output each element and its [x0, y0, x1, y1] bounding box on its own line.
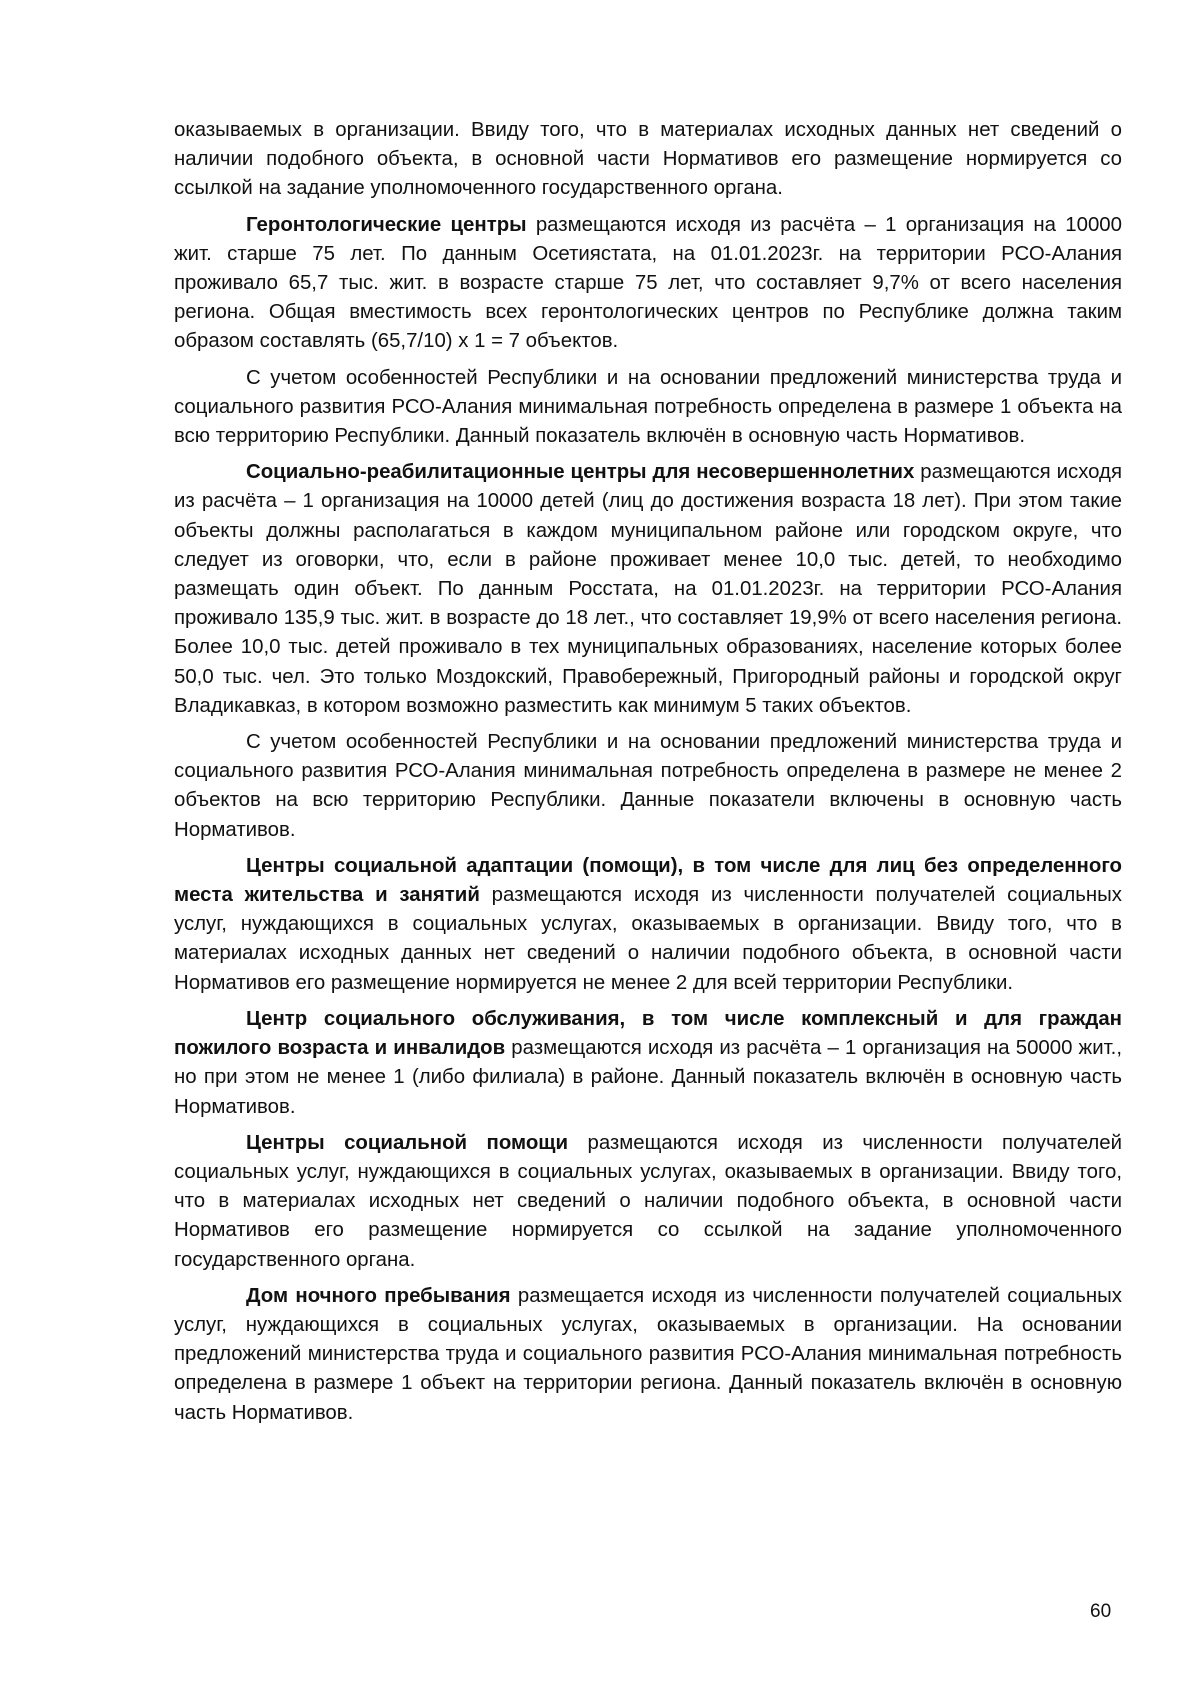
paragraph-8-bold: Центры социальной помощи [246, 1131, 569, 1154]
paragraph-5-text: С учетом особенностей Республики и на основании предложений министерства труда и социального развития РСО-Алания минимальная потребность определена в размере не менее 2 объектов на всю территорию Республики. Данные показатели включены в основную часть Нормативов. [174, 731, 1122, 841]
paragraph-social-assistance-centers [174, 1129, 1122, 1275]
paragraph-9-bold: Дом ночного пребывания [246, 1284, 511, 1307]
page-number: 60 [1090, 1601, 1112, 1622]
paragraph-7-text: размещаются исходя из расчёта – 1 организация на 50000 жит., но при этом не менее 1 (либо филиала) в районе. Данный показатель включён в основную часть Нормативов. [174, 1037, 1122, 1118]
paragraph-9-text: размещается исходя из численности получателей социальных услуг, нуждающихся в социальных услугах, оказываемых в организации. На основании предложений министерства труда и социального развития РСО-Алания минимальная потребность определена в размере 1 объект на территории региона. Данный показатель включён в основную часть Нормативов. [174, 1284, 1122, 1424]
paragraph-2-bold: Геронтологические центры [246, 213, 527, 236]
paragraph-social-adaptation-centers [174, 852, 1122, 998]
paragraph-7-bold: Центр социального обслуживания, в том числе комплексный и для граждан пожилого возраста и инвалидов [174, 1007, 1122, 1060]
paragraph-1-text: оказываемых в организации. Ввиду того, что в материалах исходных данных нет сведений о наличии подобного объекта, в основной части Нормативов его размещение нормируется со ссылкой на задание уполномоченного государственного органа. [174, 119, 1122, 200]
paragraph-4-bold: Социально-реабилитационные центры для несовершеннолетних [246, 461, 915, 484]
paragraph-3 [174, 364, 1122, 452]
paragraph-night-stay-house [174, 1282, 1122, 1428]
paragraph-gerontology-centers [174, 211, 1122, 357]
paragraph-8-text: размещаются исходя из численности получателей социальных услуг, нуждающихся в социальных услугах, оказываемых в организации. Ввиду того, что в материалах исходных нет сведений о наличии подобного объекта, в основной части Нормативов его размещение нормируется со ссылкой на задание уполномоченного государственного органа. [174, 1131, 1123, 1271]
paragraph-3-text: С учетом особенностей Республики и на основании предложений министерства труда и социального развития РСО-Алания минимальная потребность определена в размере 1 объекта на всю территорию Республики. Данный показатель включён в основную часть Нормативов. [174, 366, 1122, 448]
paragraph-6-text: размещаются исходя из численности получателей социальных услуг, нуждающихся в социальных услугах, оказываемых в организации. Ввиду того, что в материалах исходных данных нет сведений о наличии подобного объекта, в основной части Нормативов его размещение нормируется не менее 2 для всей территории Республики. [174, 884, 1122, 994]
paragraph-rehab-centers-minors [174, 458, 1122, 721]
paragraph-6-bold: Центры социальной адаптации (помощи), в том числе для лиц без определенного места жительства и занятий [174, 854, 1122, 907]
paragraph-2-text: размещаются исходя из расчёта – 1 организация на 10000 жит. старше 75 лет. По данным Осетиястата, на 01.01.2023г. на территории РСО-Алания проживало 65,7 тыс. жит. в возрасте старше 75 лет, что составляет 9,7% от всего населения региона. Общая вместимость всех геронтологических центров по Республике должна таким образом составлять (65,7/10) х 1 = 7 объектов. [174, 213, 1122, 353]
paragraph-social-service-center [174, 1005, 1122, 1122]
document-page [174, 116, 1122, 1435]
paragraph-4-text: размещаются исходя из расчёта – 1 организация на 10000 детей (лиц до достижения возраста 18 лет). При этом такие объекты должны располагаться в каждом муниципальном районе или городском округе, что следует из оговорки, что, если в районе проживает менее 10,0 тыс. детей, то необходимо размещать один объект. По данным Росстата, на 01.01.2023г. на территории РСО-Алания проживало 135,9 тыс. жит. в возрасте до 18 лет., что составляет 19,9% от всего населения региона. Более 10,0 тыс. детей проживало в тех муниципальных образованиях, население которых более 50,0 тыс. чел. Это только Моздокский, Правобережный, Пригородный районы и городской округ Владикавказ, в котором возможно разместить как минимум 5 таких объектов. [174, 461, 1122, 717]
paragraph-1 [174, 116, 1122, 204]
paragraph-5 [174, 728, 1122, 845]
